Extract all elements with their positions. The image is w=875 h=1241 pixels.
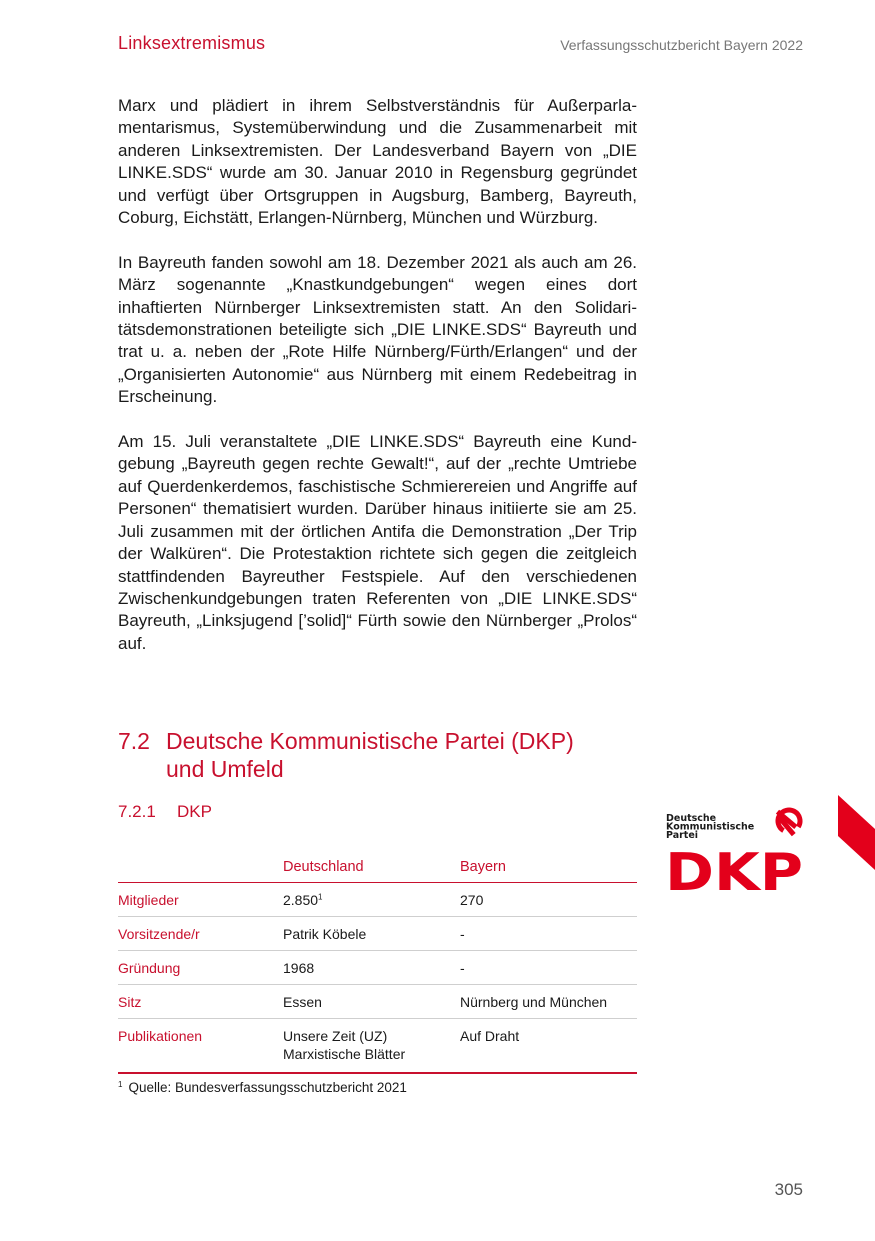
table-header-row [118,853,637,883]
cell-value: 2.850 [283,892,319,908]
table-header-bayern: Bayern [460,853,637,883]
table-row [118,917,637,951]
cell-deutschland: Essen [283,985,460,1019]
cell-bayern: - [460,951,637,985]
cell-bayern: Auf Draht [460,1019,637,1074]
row-label: Gründung [118,951,283,985]
cell-deutschland: 1968 [283,951,460,985]
table-row [118,951,637,985]
row-label: Vorsitzende/r [118,917,283,951]
logo-line-partei: Partei [666,830,699,841]
logo-line-kommunistische: Kommunistische [666,821,755,833]
cell-bayern: Nürnberg und München [460,985,637,1019]
table-header-deutschland: Deutschland [283,853,460,883]
cell-bayern: - [460,917,637,951]
cell-value: Unsere Zeit (UZ) [283,1028,388,1044]
subsection-number: 7.2.1 [118,802,156,821]
section-title [166,727,574,783]
chapter-tab-marker [838,795,875,870]
subsection-heading [118,802,212,822]
cell-deutschland [283,1019,460,1074]
dkp-info-table [118,853,637,1074]
logo-dkp-letters: DKP [665,843,803,891]
row-label: Mitglieder [118,883,283,917]
page-number: 305 [774,1180,803,1199]
body-text [118,95,637,678]
table-row [118,883,637,917]
section-title-line1: Deutsche Kommunistische Partei (DKP) [166,728,574,754]
footnote [118,1080,407,1095]
cell-deutschland: Patrik Köbele [283,917,460,951]
dkp-logo [665,805,803,891]
row-label: Sitz [118,985,283,1019]
paragraph: Marx und plädiert in ihrem Selbstverständnis für Außerparlamentarismus, Systemüberwindung und die Zusammenarbeit mit anderen Linksextremisten. Der Landesverband Bayern von „DIE LINKE.SDS“ wurde am 30. Januar 2010 in Regensburg gegründet und verfügt über Ortsgruppen in Augsburg, Bamberg, Bayreuth, Coburg, Eichstätt, Erlangen-Nürnberg, München und Würzburg. [118,96,637,228]
paragraph: In Bayreuth fanden sowohl am 18. Dezember 2021 als auch am 26. März sogenannte „Knastkundgebungen“ wegen eines dort inhaftierten Nürnberger Linksextremisten statt. An den Solidaritätsdemonstrationen beteiligte sich „DIE LINKE.SDS“ Bayreuth und trat u. a. neben der „Rote Hilfe Nürnberg/Fürth/Erlangen“ und der „Organisierten Autonomie“ aus Nürnberg mit einem Redebeitrag in Erscheinung. [118,252,637,407]
running-header-section: Linksextremismus [118,33,266,53]
row-label: Publikationen [118,1019,283,1074]
section-title-line2: und Umfeld [166,756,284,782]
paragraph: Am 15. Juli veranstaltete „DIE LINKE.SDS“ Bayreuth eine Kundgebung „Bayreuth gegen rechte Gewalt!“, auf der „rechte Umtriebe auf Querdenkerdemos, faschistische Schmierereien und Angriffe auf Personen“ thematisiert wurden. Darüber hinaus initiierte sie am 25. Juli zusammen mit der örtlichen Antifa die Demonstration „Der Trip der Walküren“. Die Protestaktion richtete sich gegen die zeitgleich stattfindenden Bayreuther Festspiele. Auf den verschiedenen Zwischenkundgebungen traten Referenten von „DIE LINKE.SDS“ Bayreuth, „Linksjugend [’solid]“ Fürth sowie den Nürnberger „Prolos“ auf. [118,432,637,653]
section-heading [118,727,638,783]
hammer-sickle-icon [774,806,803,836]
table-header-empty [118,853,283,883]
running-header-report: Verfassungsschutzbericht Bayern 2022 [560,37,803,53]
table-row [118,985,637,1019]
cell-bayern: 270 [460,883,637,917]
footnote-ref: 1 [318,892,323,902]
subsection-title: DKP [177,802,212,821]
footnote-mark: 1 [118,1079,123,1089]
section-number: 7.2 [118,728,150,754]
cell-value-2: Marxistische Blätter [283,1046,406,1062]
logo-line-deutsche: Deutsche [666,813,717,824]
footnote-text: Quelle: Bundesverfassungsschutzbericht 2021 [128,1080,407,1095]
table-row [118,1019,637,1074]
cell-deutschland [283,883,460,917]
